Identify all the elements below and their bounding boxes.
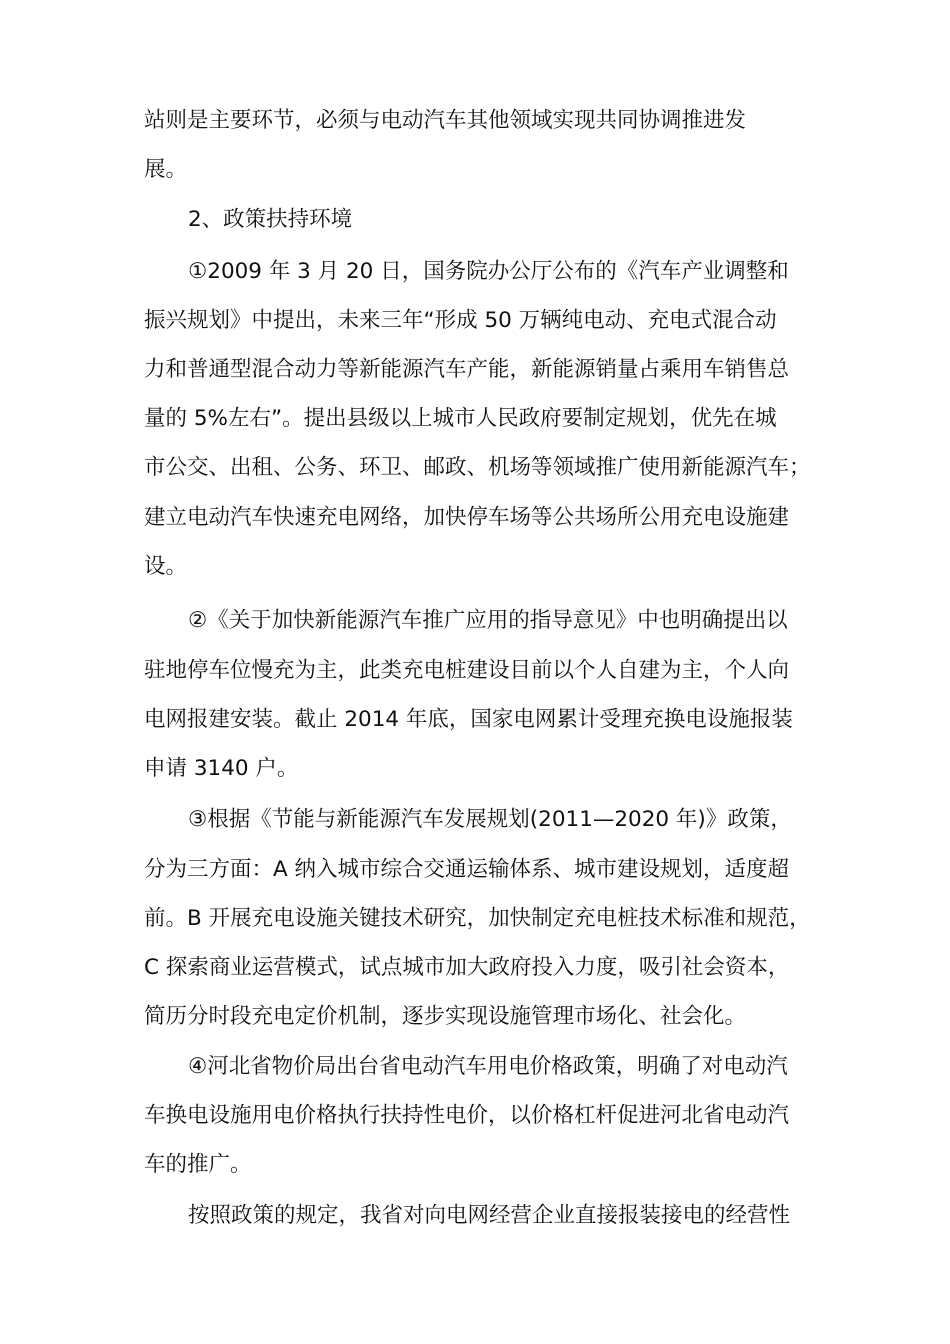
text-line: ③根据《节能与新能源汽车发展规划(2011—2020 年)》政策， <box>188 807 792 832</box>
text-line: 电网报建安装。截止 2014 年底，国家电网累计受理充换电设施报装 <box>144 707 793 732</box>
text-line: 分为三方面：A 纳入城市综合交通运输体系、城市建设规划，适度超 <box>144 857 790 882</box>
text-line: 展。 <box>144 157 188 182</box>
text-line: 前。B 开展充电设施关键技术研究，加快制定充电桩技术标准和规范， <box>144 906 811 931</box>
text-line: 站则是主要环节，必须与电动汽车其他领域实现共同协调推进发 <box>144 108 747 133</box>
text-line: 车的推广。 <box>144 1152 252 1177</box>
text-line: ①2009 年 3 月 20 日，国务院办公厅公布的《汽车产业调整和 <box>188 259 789 284</box>
text-line: C 探索商业运营模式，试点城市加大政府投入力度，吸引社会资本， <box>144 955 790 980</box>
text-line: 市公交、出租、公务、环卫、邮政、机场等领域推广使用新能源汽车； <box>144 455 811 480</box>
text-line: 设。 <box>144 554 188 579</box>
section-heading: 2、政策扶持环境 <box>188 207 353 232</box>
text-line: 车换电设施用电价格执行扶持性电价，以价格杠杆促进河北省电动汽 <box>144 1103 790 1128</box>
text-line: 量的 5%左右”。提出县级以上城市人民政府要制定规划，优先在城 <box>144 406 777 431</box>
text-line: ②《关于加快新能源汽车推广应用的指导意见》中也明确提出以 <box>188 608 788 633</box>
text-line: 简历分时段充电定价机制，逐步实现设施管理市场化、社会化。 <box>144 1004 747 1029</box>
text-line: 申请 3140 户。 <box>144 756 299 781</box>
text-line: ④河北省物价局出台省电动汽车用电价格政策，明确了对电动汽 <box>188 1054 788 1079</box>
text-line: 建立电动汽车快速充电网络，加快停车场等公共场所公用充电设施建 <box>144 505 790 530</box>
text-line: 驻地停车位慢充为主，此类充电桩建设目前以个人自建为主，个人向 <box>144 658 790 683</box>
text-line: 力和普通型混合动力等新能源汽车产能，新能源销量占乘用车销售总 <box>144 357 790 382</box>
text-line: 振兴规划》中提出，未来三年“形成 50 万辆纯电动、充电式混合动 <box>144 308 777 333</box>
text-line: 按照政策的规定，我省对向电网经营企业直接报装接电的经营性 <box>188 1203 791 1228</box>
